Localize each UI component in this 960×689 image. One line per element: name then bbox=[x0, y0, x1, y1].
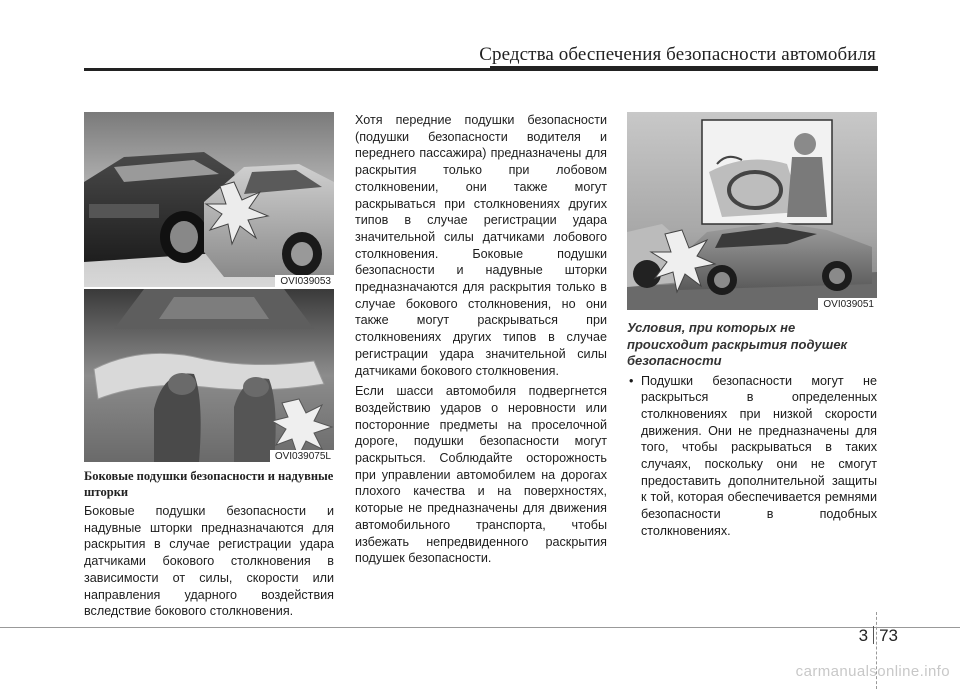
page-index: 73 bbox=[879, 626, 898, 645]
watermark: carmanualsonline.info bbox=[795, 663, 950, 680]
paragraph: Хотя передние подушки безопасности (подушки безопасности водителя и переднего пассажира) предназначены для раскрытия только при лобовом столкновении, они также могут раскрываться при столкновениях других типов в случае регистрации удара значительной силы датчиками лобового столкновения. Боковые подушки безопасности и надувные шторки предназначаются для раскрытия только в случае бокового столкновения, но они также могут раскрываться при столкновениях других типов в случае регистрации удара значительной силы датчиками бокового столкновения. bbox=[355, 113, 607, 378]
section-subheading: Боковые подушки безопасности и надувные шторки bbox=[84, 469, 334, 499]
section-heading: Условия, при которых не происходит раскрытия подушек безопасности bbox=[627, 320, 848, 368]
photo-code: OVI039051 bbox=[818, 298, 877, 310]
curtain-airbag-photo bbox=[84, 289, 334, 462]
header-rule-accent bbox=[490, 66, 878, 71]
middle-column bbox=[355, 112, 607, 567]
page-separator bbox=[873, 626, 874, 644]
photo-code: OVI039075L bbox=[270, 450, 334, 462]
section-title: Средства обеспечения безопасности автомобиля bbox=[479, 44, 876, 65]
bullet-marker: • bbox=[629, 373, 634, 388]
right-column bbox=[627, 112, 877, 540]
paragraph: Боковые подушки безопасности и надувные шторки предназначаются для раскрытия в случае регистрации удара датчиками бокового столкновения в зависимости от силы, скорости или направления ударного воздействия вследствие бокового столкновения. bbox=[84, 504, 334, 619]
side-collision-photo bbox=[84, 112, 334, 287]
chapter-number: 3 bbox=[858, 626, 869, 645]
footer-rule bbox=[0, 627, 960, 628]
photo-code: OVI039053 bbox=[275, 275, 334, 287]
page-number bbox=[859, 626, 898, 646]
left-column bbox=[84, 112, 334, 620]
paragraph: Если шасси автомобиля подвергнется воздействию ударов о неровности или посторонние предметы на проселочной дороге, подушки безопасности могут раскрыться. Соблюдайте осторожность при управлении автомобилем на дорогах плохого качества и на поверхностях, которые не предназначены для движения автомобильного транспорта, чтобы избежать непредвиденного раскрытия подушек безопасности. bbox=[355, 384, 607, 566]
frontal-collision-photo bbox=[627, 112, 877, 310]
bullet-text: Подушки безопасности могут не раскрыться в определенных столкновениях при низкой скорости движения. Они не предназначены для того, чтобы раскрываться в таких случаях, поскольку они не смогут предоставить дополнительной защиты к той, которая обеспечивается ремнями безопасности в подобных столкновениях. bbox=[641, 373, 877, 538]
list-item bbox=[627, 373, 877, 540]
